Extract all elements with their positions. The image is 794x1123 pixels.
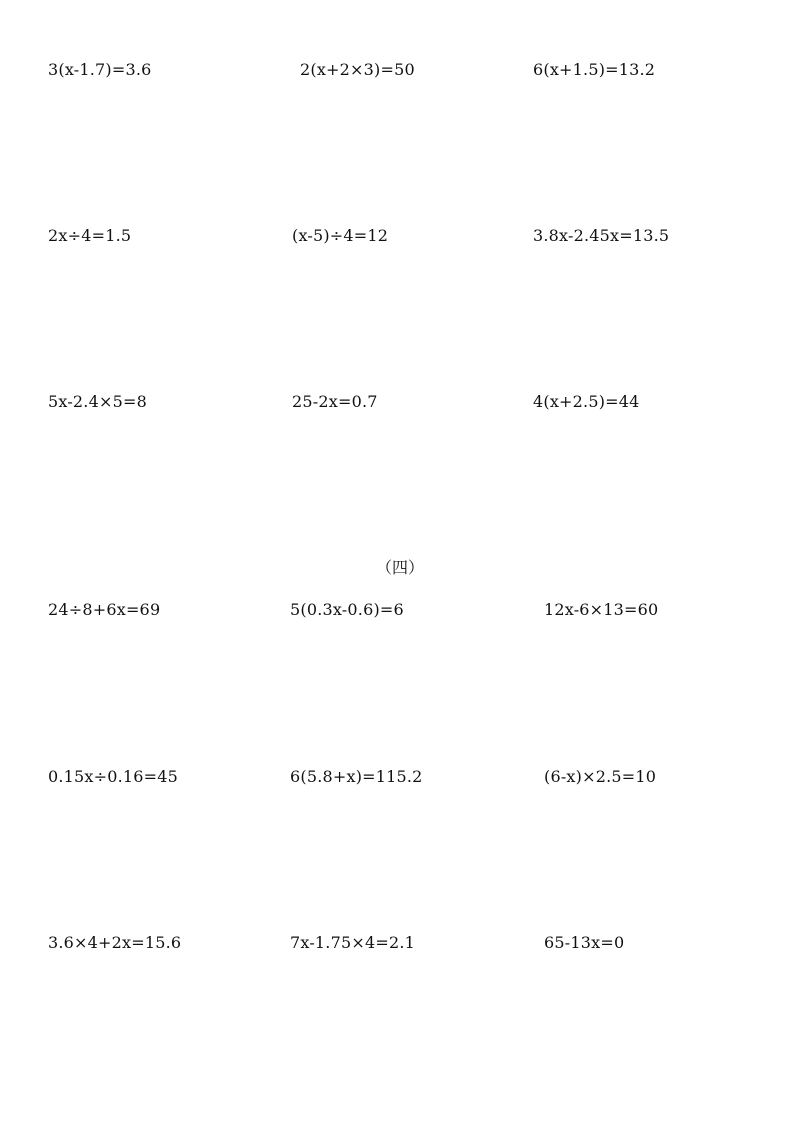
equation: 3.6×4+2x=15.6: [48, 933, 182, 952]
equation: 12x-6×13=60: [544, 600, 659, 619]
section-title: （四）: [376, 558, 425, 577]
equation: 6(5.8+x)=115.2: [290, 767, 423, 786]
equation: 7x-1.75×4=2.1: [290, 933, 415, 952]
equation: 2x÷4=1.5: [48, 226, 132, 245]
equation: 5x-2.4×5=8: [48, 392, 147, 411]
equation: (x-5)÷4=12: [292, 226, 389, 245]
equation: 65-13x=0: [544, 933, 625, 952]
equation: 24÷8+6x=69: [48, 600, 161, 619]
equation: 3(x-1.7)=3.6: [48, 60, 152, 79]
equation: (6-x)×2.5=10: [544, 767, 657, 786]
equation: 4(x+2.5)=44: [533, 392, 640, 411]
equation: 3.8x-2.45x=13.5: [533, 226, 670, 245]
equation: 6(x+1.5)=13.2: [533, 60, 656, 79]
equation: 5(0.3x-0.6)=6: [290, 600, 404, 619]
equation: 0.15x÷0.16=45: [48, 767, 179, 786]
equation: 25-2x=0.7: [292, 392, 378, 411]
equation: 2(x+2×3)=50: [300, 60, 415, 79]
